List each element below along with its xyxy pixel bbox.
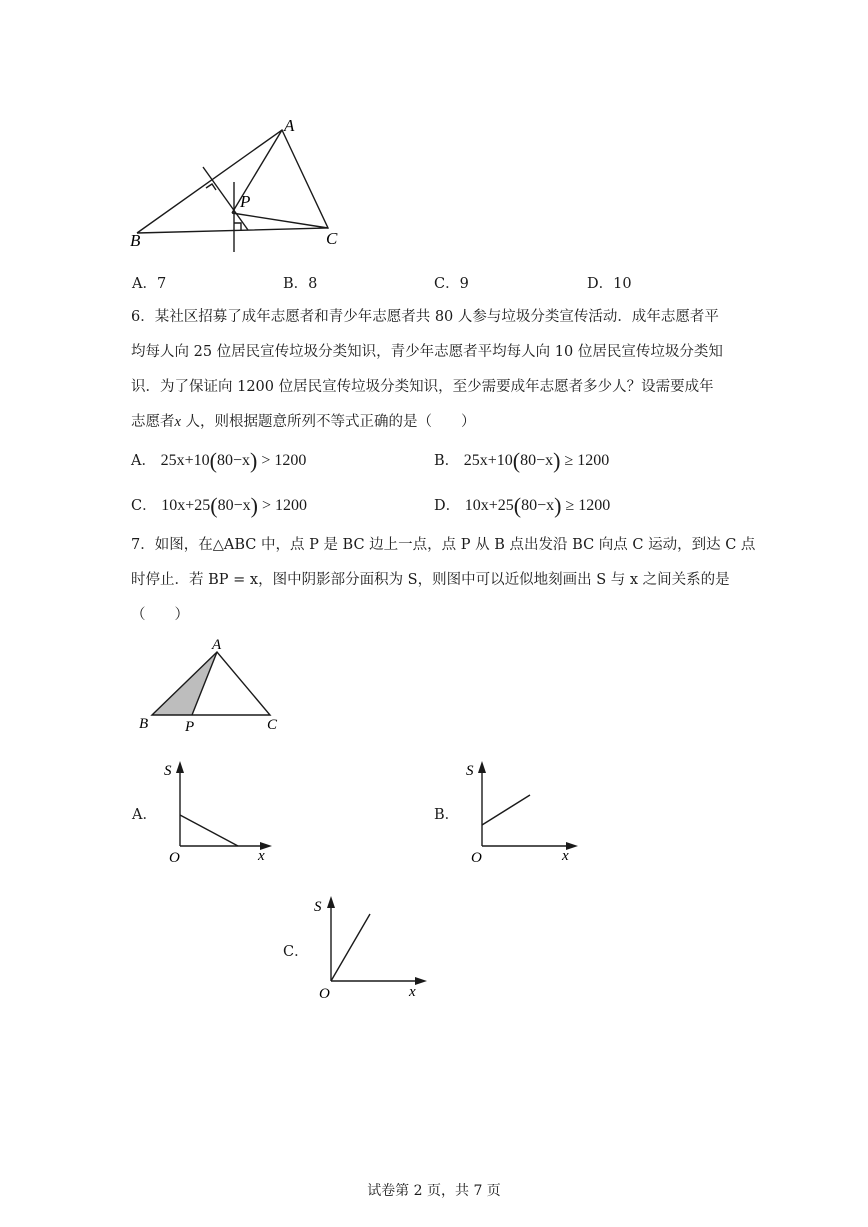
q7-graph-a[interactable] xyxy=(160,758,280,868)
graph-c-x: x xyxy=(409,984,416,1000)
fig5-label-p: P xyxy=(240,192,251,211)
fig5-label-a: A xyxy=(284,116,295,135)
fig5-label-b: B xyxy=(130,231,141,250)
fig5-label-c: C xyxy=(326,229,338,248)
q7-triangle-figure xyxy=(135,632,295,737)
page-footer: 试卷第 2 页，共 7 页 xyxy=(367,1183,501,1199)
q6-line-3: 识．为了保证向 1200 位居民宣传垃圾分类知识，至少需要成年志愿者多少人？设需要成年 xyxy=(131,379,714,395)
q6-option-d[interactable]: D． 10x+25(80−x) ≥ 1200 xyxy=(434,493,611,518)
q7-option-b-label[interactable]: B． xyxy=(434,807,460,823)
q6-option-b[interactable]: B． 25x+10(80−x) ≥ 1200 xyxy=(434,448,610,473)
q7-graph-c[interactable] xyxy=(311,893,441,1003)
q6-option-a[interactable]: A． 25x+10(80−x) > 1200 xyxy=(131,448,307,473)
q6-option-d-expr: 10x+25(80−x) ≥ 1200 xyxy=(464,493,611,518)
graph-a-s: S xyxy=(164,763,172,779)
q6-line-1: 6．某社区招募了成年志愿者和青少年志愿者共 80 人参与垃圾分类宣传活动．成年志愿者平 xyxy=(131,309,719,325)
q6-line-4: 志愿者x 人，则根据题意所列不等式正确的是（ ） xyxy=(131,414,476,430)
q5-option-b[interactable]: B．8 xyxy=(283,276,318,292)
graph-a-x: x xyxy=(258,848,265,864)
q7-line-1: 7．如图，在△ABC 中，点 P 是 BC 边上一点，点 P 从 B 点出发沿 BC 向点 C 运动，到达 C 点 xyxy=(131,537,756,553)
q7-line-2: 时停止．若 BP = x，图中阴影部分面积为 S，则图中可以近似地刻画出 S 与 x 之间关系的是 xyxy=(131,572,730,588)
graph-c-s: S xyxy=(314,899,322,915)
q5-triangle-figure xyxy=(120,110,360,260)
graph-c-o: O xyxy=(319,986,330,1002)
q5-option-c[interactable]: C．9 xyxy=(434,276,469,292)
q6-option-c-expr: 10x+25(80−x) > 1200 xyxy=(161,493,307,518)
fig7-label-b: B xyxy=(139,716,149,732)
q6-option-c[interactable]: C． 10x+25(80−x) > 1200 xyxy=(131,493,307,518)
graph-b-o: O xyxy=(471,850,482,866)
q7-option-a-label[interactable]: A． xyxy=(132,807,157,823)
graph-b-s: S xyxy=(466,763,474,779)
q7-line-3: （ ） xyxy=(131,607,189,623)
fig7-label-a: A xyxy=(212,637,222,653)
fig7-label-p: P xyxy=(185,719,195,735)
q6-option-a-expr: 25x+10(80−x) > 1200 xyxy=(160,448,307,473)
fig7-label-c: C xyxy=(267,717,278,733)
q7-graph-b[interactable] xyxy=(462,758,592,868)
q5-option-a[interactable]: A．7 xyxy=(132,276,167,292)
q6-line-2: 均每人向 25 位居民宣传垃圾分类知识，青少年志愿者平均每人向 10 位居民宣传垃圾分类知 xyxy=(131,344,723,360)
graph-b-x: x xyxy=(562,848,569,864)
q5-option-d[interactable]: D．10 xyxy=(587,276,632,292)
q7-option-c-label[interactable]: C． xyxy=(283,944,309,960)
q6-option-b-expr: 25x+10(80−x) ≥ 1200 xyxy=(463,448,610,473)
graph-a-o: O xyxy=(169,850,180,866)
